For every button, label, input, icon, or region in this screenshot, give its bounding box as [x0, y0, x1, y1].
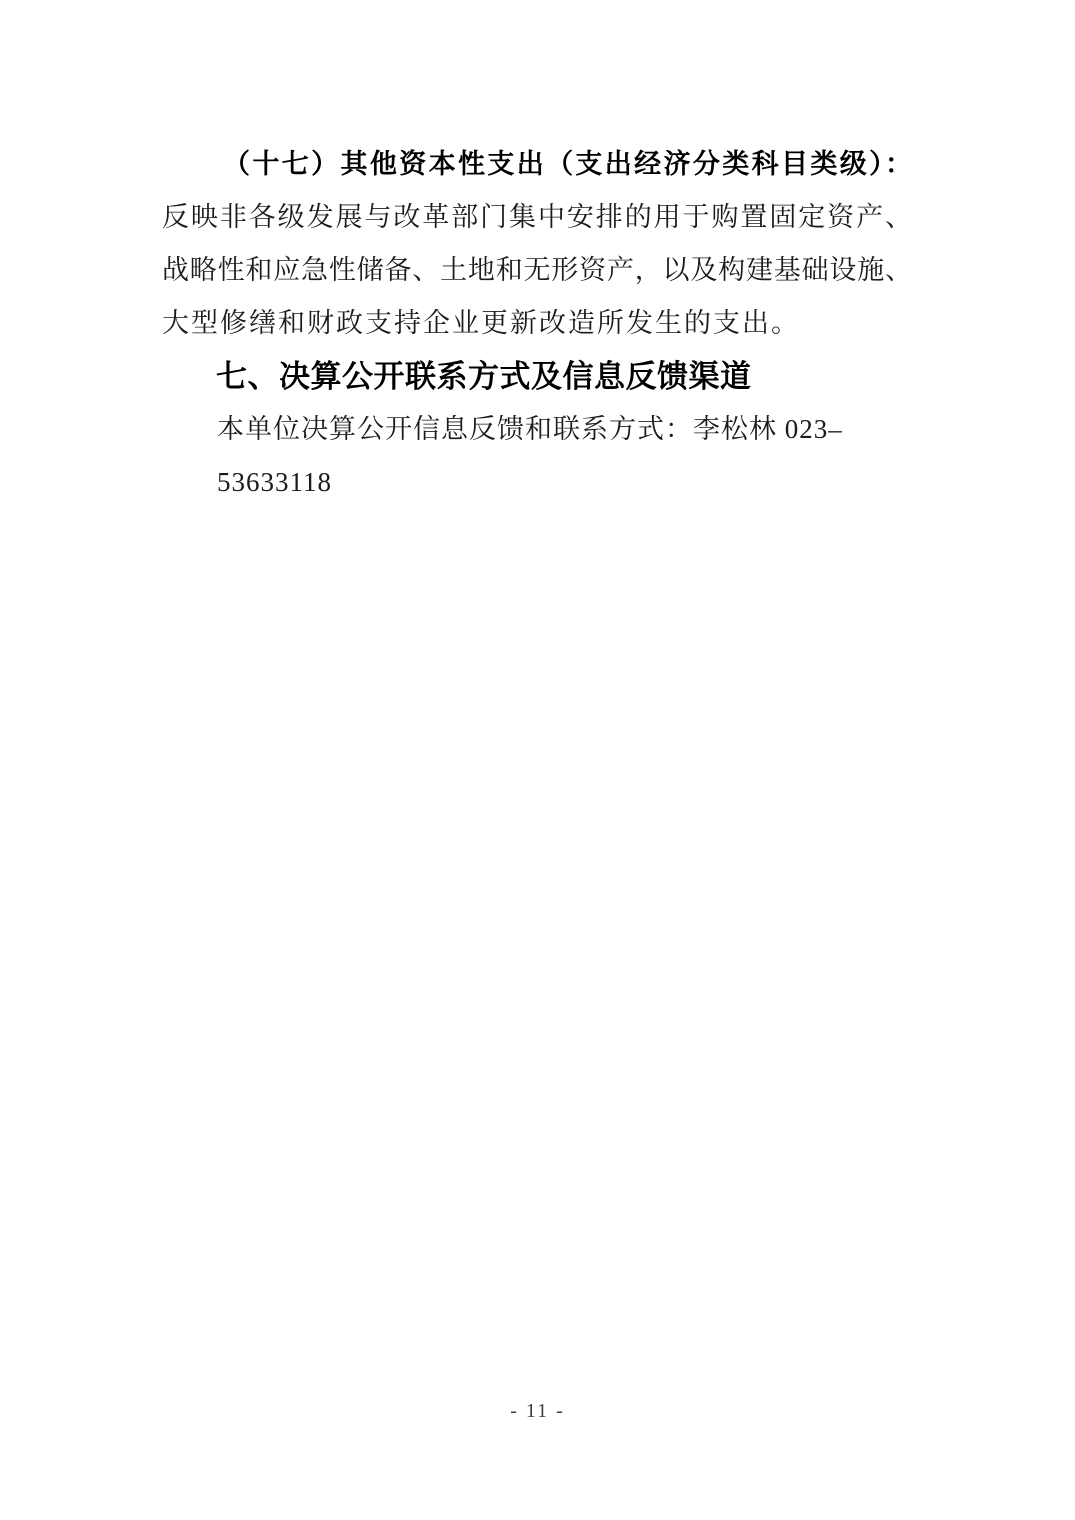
section17-heading: （十七）其他资本性支出（支出经济分类科目类级）：	[223, 149, 912, 179]
contact-info-line: 本单位决算公开信息反馈和联系方式：李松林 023–53633118	[217, 414, 843, 497]
section7-heading: 七、决算公开联系方式及信息反馈渠道	[216, 359, 752, 394]
section17-body-line: 反映非各级发展与改革部门集中安排的用于购置固定资产、	[162, 202, 912, 232]
page-content	[162, 138, 912, 509]
page-number: - 11 -	[510, 1400, 565, 1422]
section17-body-line: 战略性和应急性储备、土地和无形资产，以及构建基础设施、	[162, 255, 912, 285]
section17-body-line: 大型修缮和财政支持企业更新改造所发生的支出。	[162, 308, 800, 338]
